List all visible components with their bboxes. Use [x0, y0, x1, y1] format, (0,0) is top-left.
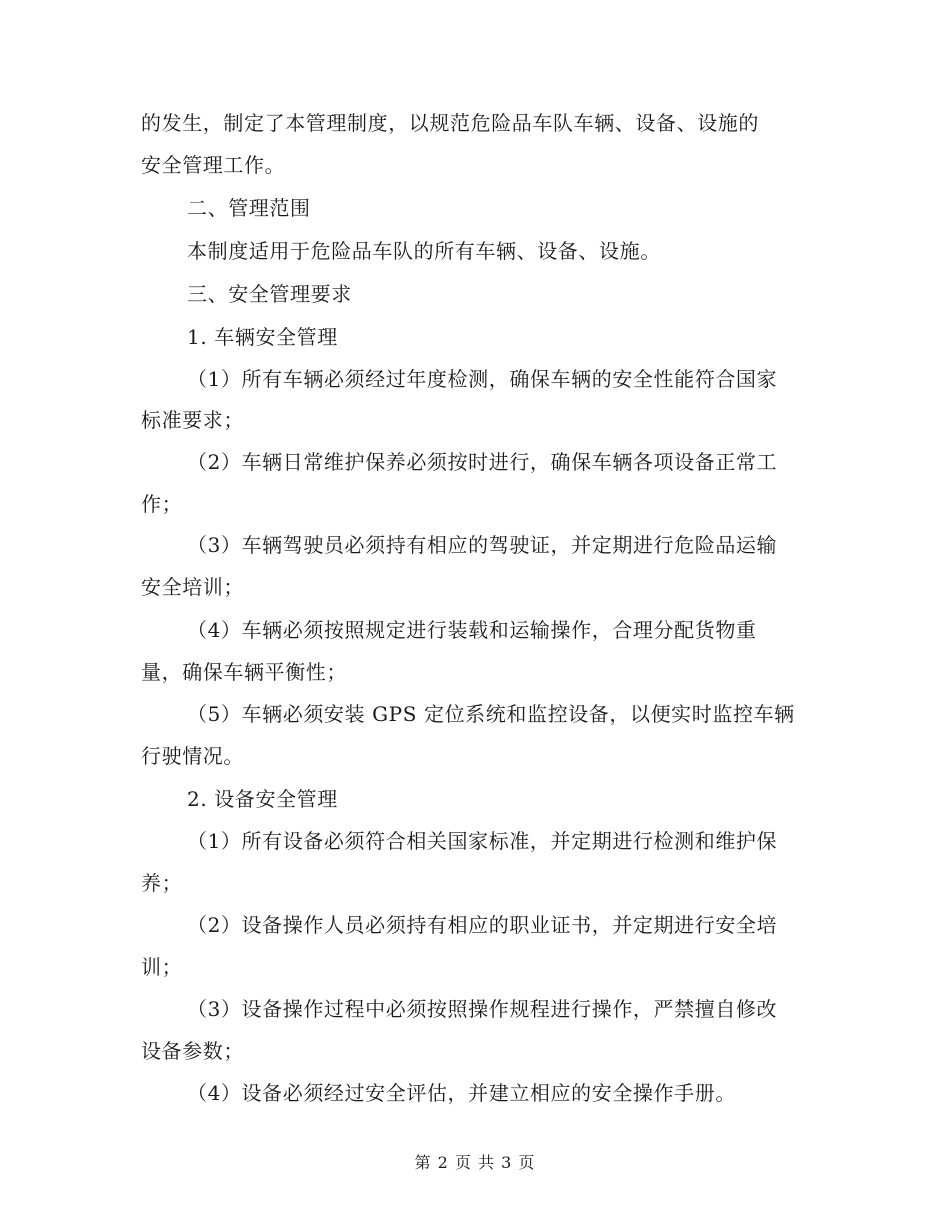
body-line: 训； — [141, 955, 183, 979]
body-line: （2）车辆日常维护保养必须按时进行，确保车辆各项设备正常工 — [187, 450, 778, 474]
body-line: 安全培训； — [141, 575, 244, 599]
body-line: 量，确保车辆平衡性； — [141, 660, 347, 684]
body-line: （5）车辆必须安装 GPS 定位系统和监控设备，以便实时监控车辆 — [187, 702, 795, 726]
body-line: 标准要求； — [141, 408, 244, 432]
body-line: （1）所有车辆必须经过年度检测，确保车辆的安全性能符合国家 — [187, 367, 778, 391]
body-line: （4）设备必须经过安全评估，并建立相应的安全操作手册。 — [187, 1081, 736, 1105]
body-line: 行驶情况。 — [141, 744, 244, 768]
body-line: 作； — [141, 492, 183, 516]
body-line: 安全管理工作。 — [141, 153, 286, 177]
page-footer: 第 2 页 共 3 页 — [414, 1153, 536, 1172]
body-line: 的发生，制定了本管理制度，以规范危险品车队车辆、设备、设施的 — [141, 111, 759, 135]
body-line: （4）车辆必须按照规定进行装载和运输操作，合理分配货物重 — [187, 618, 757, 642]
body-line: 养； — [141, 871, 183, 895]
section-heading: 三、安全管理要求 — [187, 282, 352, 306]
subsection-heading: 1. 车辆安全管理 — [187, 325, 338, 349]
subsection-heading: 2. 设备安全管理 — [187, 787, 338, 811]
section-heading: 二、管理范围 — [187, 196, 311, 220]
body-line: 本制度适用于危险品车队的所有车辆、设备、设施。 — [187, 239, 661, 263]
body-line: （1）所有设备必须符合相关国家标准，并定期进行检测和维护保 — [187, 829, 778, 853]
body-line: （3）车辆驾驶员必须持有相应的驾驶证，并定期进行危险品运输 — [187, 533, 778, 557]
body-line: （2）设备操作人员必须持有相应的职业证书，并定期进行安全培 — [187, 913, 778, 937]
body-line: 设备参数； — [141, 1039, 244, 1063]
body-line: （3）设备操作过程中必须按照操作规程进行操作，严禁擅自修改 — [187, 997, 778, 1021]
